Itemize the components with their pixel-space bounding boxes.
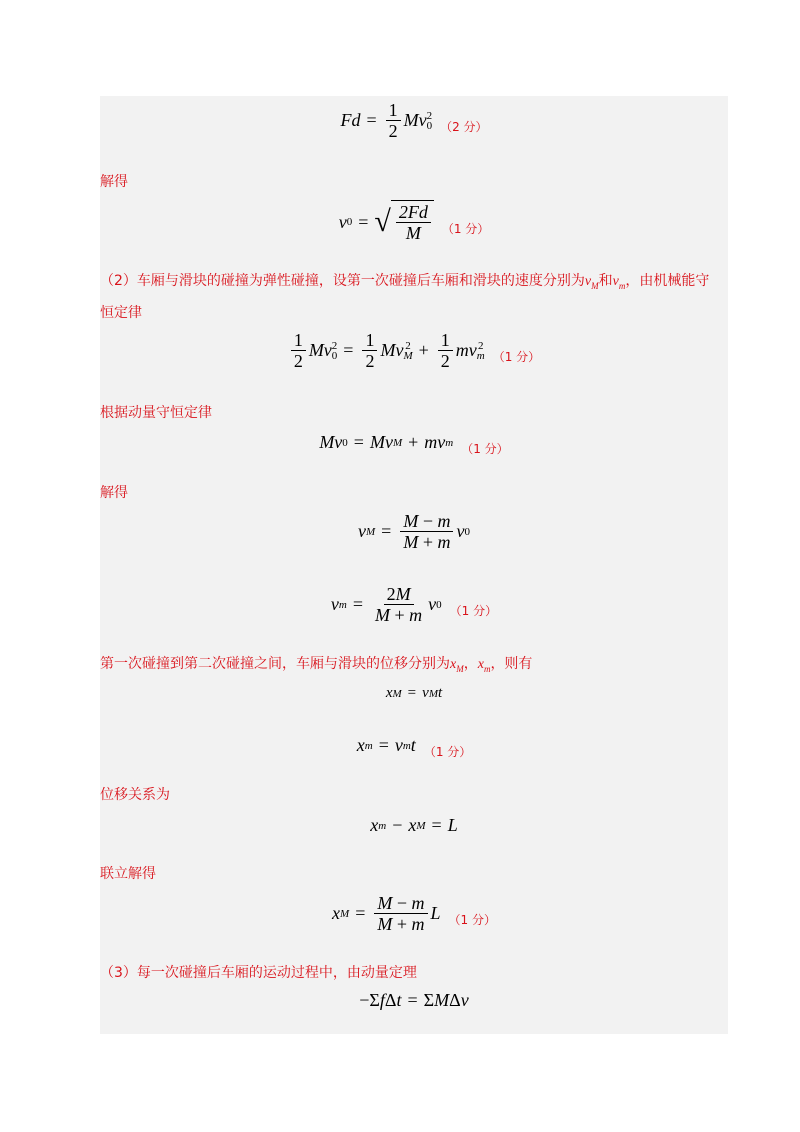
score-label: （1 分） [441,221,490,236]
score-label: （1 分） [448,913,496,927]
text-momentum: 根据动量守恒定律 [100,405,212,421]
score-label: （1 分） [461,442,509,456]
equation-relation: x m − x M = L [370,815,458,835]
symbol-xM: $x_M$ [450,657,464,674]
equation-momentum: Mv 0 = Mv M + mv m （1 分） [319,432,509,456]
symbol-vM: $v_M$ [584,274,599,291]
score-label: （2 分） [440,120,488,134]
text-part3: （3）每一次碰撞后车厢的运动过程中，由动量定理 [100,965,417,981]
score-label: （1 分） [423,745,472,759]
score-label: （1 分） [449,604,498,618]
text-displacement: 第一次碰撞到第二次碰撞之间，车厢与滑块的位移分别为$x_M$，$x_m$，则有 [100,656,533,674]
equation-impulse: −Σ f Δ t = Σ M Δ v [359,990,469,1010]
equation-vm: v m = $\frac{2M}{M + m}$ v 0 （1 分） [330,584,498,625]
equation-xm: x m = v m t （1 分） [356,735,472,759]
equation-energy: $\frac{1}{2}$ Mv 2 0 = $\frac{1}{2}$ Mv 2 M + $\frac{1}{2}$ mv 2 m （1 分） [100,330,728,371]
equation-vM: v M = $\frac{M - m}{M + m}$ v 0 [358,511,470,552]
equation-v0: v 0 = √ $\frac{2Fd}{M}$ （1 分） [338,202,490,243]
text-part2-line2: 恒定律 [100,305,142,321]
symbol-vm: $v_m$ [612,274,626,291]
equation-xM: x M = v M t [385,685,443,701]
text-relation: 位移关系为 [100,787,170,803]
equation-work-energy: Fd = $\frac{1}{2}$ Mv 2 0 （2 分） [340,100,488,141]
text-part2: （2）车厢与滑块的碰撞为弹性碰撞，设第一次碰撞后车厢和滑块的速度分别为$v_M$和$v_m$，由机械能守 [100,273,710,291]
text-combine: 联立解得 [100,866,156,882]
text-solve: 解得 [100,174,128,190]
symbol-xm: $x_m$ [477,657,491,674]
text-solve: 解得 [100,485,128,501]
equation-xM-result: x M = $\frac{M - m}{M + m}$ L （1 分） [332,893,496,934]
score-label: （1 分） [492,350,541,364]
